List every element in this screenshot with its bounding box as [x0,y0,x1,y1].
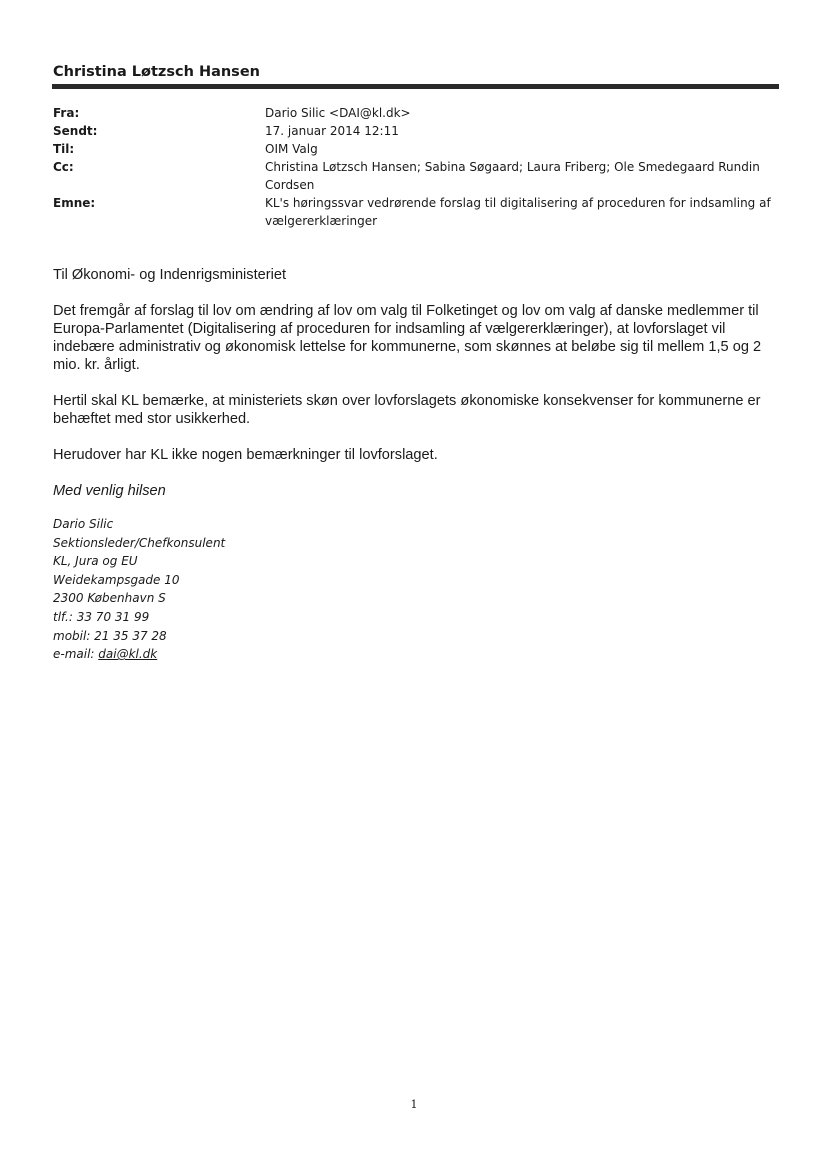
signature-mobile: mobil: 21 35 37 28 [53,628,167,643]
closing: Med venlig hilsen [53,483,166,499]
from-label: Fra: [53,106,80,120]
signature-title: Sektionsleder/Chefkonsulent [53,535,226,550]
signature-city: 2300 København S [53,591,166,606]
printer-name: Christina Løtzsch Hansen [53,64,260,80]
email-header [53,104,783,230]
cc-value: Christina Løtzsch Hansen; Sabina Søgaard; Laura Friberg; Ole Smedegaard Rundin Cordsen [265,160,760,192]
greeting: Til Økonomi- og Indenrigsministeriet [53,267,287,283]
sent-label: Sendt: [53,124,98,138]
email-link[interactable]: dai@kl.dk [98,647,158,662]
paragraph-2: Hertil skal KL bemærke, at ministeriets skøn over lovforslagets økonomiske konsekvenser for kommunerne er behæftet med stor usikkerhed. [53,393,761,427]
to-row [53,140,783,158]
paragraph-1: Det fremgår af forslag til lov om ændring af lov om valg til Folketinget og lov om valg af danske medlemmer til Europa-Parlamentet (Digitalisering af proceduren for indsamling af vælgererklæringer), at lovforslaget vil indebære administrativ og økonomisk lettelse for kommunerne, som skønnes at beløbe sig til mellem 1,5 og 2 mio. kr. årligt. [53,303,762,373]
subject-label: Emne: [53,196,96,210]
signature-block [53,515,225,664]
sent-value: 17. januar 2014 12:11 [265,124,399,138]
to-label: Til: [53,142,75,156]
sent-row [53,122,783,140]
signature-phone: tlf.: 33 70 31 99 [53,609,150,624]
cc-row [53,158,783,194]
email-body [53,266,783,500]
paragraph-3: Herudover har KL ikke nogen bemærkninger til lovforslaget. [53,447,438,463]
signature-email-line [53,645,225,664]
cc-label: Cc: [53,160,74,174]
signature-street: Weidekampsgade 10 [53,572,180,587]
header-rule [52,84,779,89]
subject-row [53,194,783,230]
signature-department: KL, Jura og EU [53,554,138,569]
from-row [53,104,783,122]
signature-name: Dario Silic [53,517,114,531]
to-value: OIM Valg [265,142,318,156]
signature-email-prefix: e-mail: [53,647,99,662]
from-value: Dario Silic <DAI@kl.dk> [265,106,411,120]
page-number: 1 [410,1098,418,1111]
subject-value: KL's høringssvar vedrørende forslag til digitalisering af proceduren for indsamling af vælgererklæringer [265,196,771,228]
